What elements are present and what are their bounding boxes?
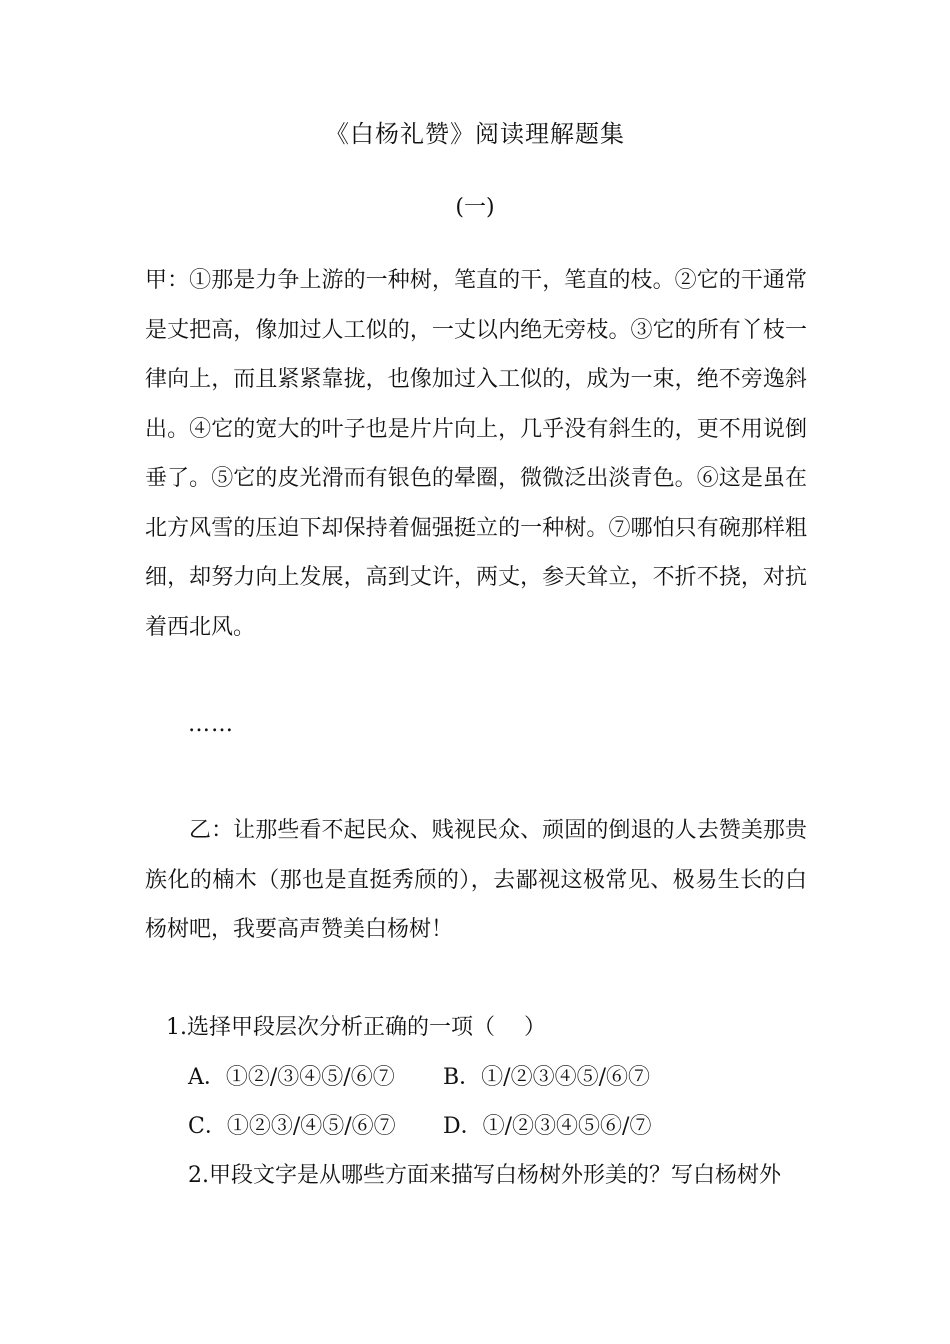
passage-b: 乙：让那些看不起民众、贱视民众、顽固的倒退的人去赞美那贵族化的楠木（那也是直挺秀颀的），去鄙视这极常见、极易生长的白杨树吧，我要高声赞美白杨树！ xyxy=(145,818,807,942)
question-1-option-b: B．①/②③④⑤/⑥⑦ xyxy=(443,1065,650,1090)
question-1-option-a: A．①②/③④⑤/⑥⑦ xyxy=(188,1065,395,1090)
ellipsis: …… xyxy=(188,712,234,737)
document-title: 《白杨礼赞》阅读理解题集 xyxy=(325,120,625,148)
section-number: (一) xyxy=(455,195,495,220)
question-1: 1.选择甲段层次分析正确的一项（ ） xyxy=(166,1015,546,1040)
passage-a: 甲：①那是力争上游的一种树，笔直的干，笔直的枝。②它的干通常是丈把高，像加过人工似的，一丈以内绝无旁枝。③它的所有丫枝一律向上，而且紧紧靠拢，也像加过入工似的，成为一束，绝不旁逸斜出。④它的宽大的叶子也是片片向上，几乎没有斜生的，更不用说倒垂了。⑤它的皮光滑而有银色的晕圈，微微泛出淡青色。⑥这是虽在北方风雪的压迫下却保持着倔强挺立的一种树。⑦哪怕只有碗那样粗细，却努力向上发展，高到丈许，两丈，参天耸立，不折不挠，对抗着西北风。 xyxy=(145,268,807,640)
question-1-option-d: D．①/②③④⑤⑥/⑦ xyxy=(443,1114,652,1139)
question-1-option-c: C．①②③/④⑤/⑥⑦ xyxy=(188,1114,396,1139)
question-2: 2.甲段文字是从哪些方面来描写白杨树外形美的？写白杨树外 xyxy=(188,1163,781,1188)
